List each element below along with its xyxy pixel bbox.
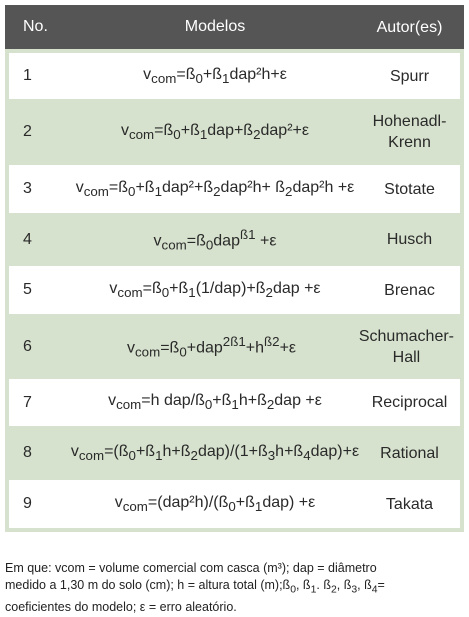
row-author (359, 326, 460, 368)
row-model: $v_{com}=ß_0+ß_1dap^2h+\varepsilon$ (143, 65, 287, 87)
row-no: 8 (23, 444, 32, 461)
row-author: Stotate (384, 180, 435, 198)
author-line: Hall (392, 348, 421, 366)
table-row (9, 266, 460, 318)
table-row (9, 165, 460, 217)
row-model: $v_{com}=h$ dap/$ß_0+ß_1h+ß_2dap +\varepsilon$ (108, 392, 322, 413)
table-row (9, 53, 460, 103)
row-author: Husch (386, 231, 433, 248)
row-author (365, 111, 460, 153)
table-row (9, 379, 460, 430)
author-line: Schumacher- (358, 327, 454, 345)
row-no: 4 (23, 230, 32, 248)
row-author: Spurr (389, 67, 430, 85)
header-authors: Autor(es) (376, 18, 443, 36)
table-row (9, 103, 460, 165)
row-author: Brenac (384, 281, 435, 299)
footnote (5, 560, 465, 616)
row-no: 6 (23, 337, 32, 355)
row-model: $v_{com}=(ß_0+ß_1h+ß_2dap)/(1+ß_3h+ß_4dap)+\varepsilon$ (70, 442, 360, 464)
row-author: Takata (385, 495, 434, 513)
table-row (9, 318, 460, 379)
row-no: 5 (23, 281, 32, 298)
footnote-line: Em que: vcom = volume comercial com casca (m³); dap = diâmetro (5, 561, 377, 575)
row-model: $v_{com}=ß_0+dap^{2ß1}+h^{ß2}+\varepsilon$ (127, 333, 297, 360)
models-table (5, 5, 464, 532)
row-no: 7 (23, 393, 32, 411)
table-header (5, 5, 464, 49)
row-model: $v_{com}=ß_0+ß_1dap+ß_2dap^2+\varepsilon$ (120, 121, 309, 143)
row-no: 2 (23, 123, 32, 140)
table-row (9, 217, 460, 266)
table-row (9, 430, 460, 480)
author-line: Krenn (388, 134, 431, 151)
table-row (9, 480, 460, 532)
row-model: $v_{com}=(dap^2h)/(ß_0+ß_1dap) +\varepsilon$ (114, 493, 316, 515)
row-no: 1 (23, 67, 32, 84)
row-model: $v_{com}=ß_0+ß_1(1/dap)+ß_2dap +\varepsilon$ (109, 279, 321, 301)
header-models: Modelos (184, 18, 246, 35)
row-model: $v_{com}=ß_0+ß_1dap^2+ß_2dap^2h+$ $ß_2dap^2h +\varepsilon$ (75, 178, 355, 200)
row-model: $v_{com}=ß_0dap^{ß1} +\varepsilon$ (153, 226, 277, 253)
footnote-line: coeficientes do modelo; ε = erro aleatório. (5, 599, 237, 614)
row-no: 3 (23, 180, 32, 197)
footnote-line: medido a 1,30 m do solo (cm); h = altura total $(m);ß_0$, $ß_1$. $ß_2$, $ß_3$, $ß_4=$ (5, 578, 385, 596)
row-no: 9 (23, 495, 32, 512)
header-no: No. (23, 18, 48, 35)
row-author: Rational (380, 444, 439, 462)
author-line: Hohenadl- (372, 113, 447, 130)
row-author: Reciprocal (371, 394, 448, 411)
